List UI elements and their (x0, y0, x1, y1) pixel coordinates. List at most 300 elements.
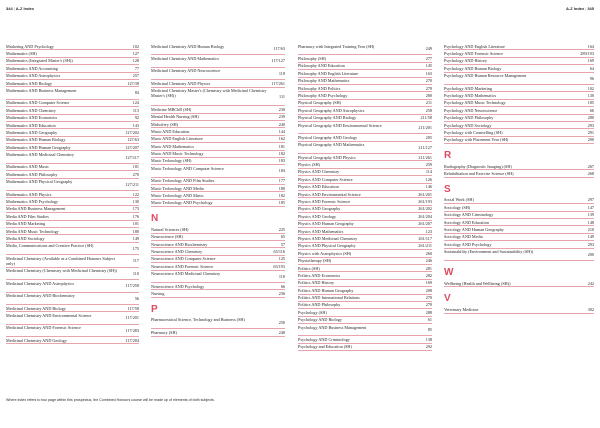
entry-page-number: 211/58 (420, 115, 432, 121)
entry-page-number: 96 (589, 75, 594, 81)
index-entry (6, 115, 139, 122)
header-right: A-Z Index|345 (566, 6, 594, 11)
index-entry (444, 170, 594, 177)
entry-title: Physical Geography AND Astrophysics (298, 107, 365, 113)
index-entry (444, 43, 594, 50)
entry-page-number: 242 (587, 280, 594, 286)
entry-page-number: 205 (425, 134, 432, 140)
entry-page-number: 279 (425, 302, 432, 308)
entry-title: Philosophy AND English Literature (298, 70, 359, 76)
entry-page-number: 281 (425, 265, 432, 271)
entry-page-number: 117/58 (127, 305, 139, 311)
entry-title: Music Technology AND Computer Science (151, 165, 224, 171)
entry-title: Mathematics (SH) (6, 50, 37, 56)
entry-title: Music Technology AND Music (151, 193, 204, 199)
entry-page-number: 184 (278, 168, 285, 174)
entry-title: Philosophy AND Mathematics (298, 78, 350, 84)
index-entry (151, 263, 285, 270)
entry-page-number: 185 (278, 200, 285, 206)
entry-page-number: 261/117 (418, 235, 432, 241)
entry-page-number: 240 (278, 121, 285, 127)
entry-title: Media AND Sociology (6, 235, 45, 241)
index-entry (6, 58, 139, 65)
entry-page-number: 65/193 (273, 263, 285, 269)
entry-title: Psychology AND Music Technology (444, 100, 506, 106)
entry-title: Philosophy AND Education (298, 63, 345, 69)
section-title-left: A-Z Index (15, 6, 34, 11)
entry-page-number: 114 (425, 169, 432, 175)
entry-title: Media AND Marketing (6, 221, 46, 227)
entry-page-number: 101 (132, 221, 139, 227)
index-entry (298, 63, 432, 70)
entry-page-number: 260 (425, 250, 432, 256)
index-entry (6, 65, 139, 72)
entry-title: Media, Communications and Creative Practice (SH) (6, 243, 94, 249)
entry-page-number: 239 (278, 114, 285, 120)
entry-title: Rehabilitation and Exercise Science (SH) (444, 171, 514, 177)
entry-page-number: 289/193 (580, 50, 594, 56)
entry-title: Politics AND Human Geography (298, 287, 354, 293)
index-entry (298, 258, 432, 265)
entry-page-number: 261/207 (418, 221, 432, 227)
index-entry (298, 250, 432, 257)
entry-page-number: 268 (587, 171, 594, 177)
entry-page-number: 146 (425, 184, 432, 190)
index-entry (6, 305, 139, 312)
entry-title: Sociology AND Criminology (444, 212, 494, 218)
entry-title: Pharmacy with Integrated Training Year (SH) (298, 43, 375, 49)
entry-page-number: 117/261 (271, 80, 285, 86)
index-entry (444, 129, 594, 136)
entry-page-number: 293 (587, 241, 594, 247)
entry-page-number: 117 (132, 258, 139, 264)
entry-page-number: 66 (589, 107, 594, 113)
index-entry (444, 163, 594, 170)
index-entry (151, 200, 285, 207)
entry-page-number: 291 (587, 129, 594, 135)
index-entry (151, 248, 285, 255)
index-entry (444, 122, 594, 129)
index-entry (151, 234, 285, 241)
entry-title: Medicine MBChB (SH) (151, 106, 192, 112)
entry-title: Wellbeing (Health and Wellbeing (SH)) (444, 280, 511, 286)
index-entry (298, 206, 432, 213)
entry-title: Physics AND Geology (298, 213, 337, 219)
entry-page-number: 127/202 (125, 129, 139, 135)
entry-page-number: 185 (587, 100, 594, 106)
entry-title: Mathematics (Integrated Master's (SH)) (6, 58, 73, 64)
index-entry (444, 85, 594, 92)
entry-page-number: 130 (587, 92, 594, 98)
index-entry (6, 171, 139, 178)
entry-title: Physical Geography AND Geology (298, 134, 358, 140)
entry-page-number: 163 (425, 70, 432, 76)
entry-page-number: 236 (278, 290, 285, 296)
entry-title: Physics AND Forensic Science (298, 199, 351, 205)
entry-page-number: 257 (132, 73, 139, 79)
entry-title: Neuroscience AND Psychology (151, 283, 205, 289)
entry-page-number: 249 (425, 46, 432, 52)
entry-title: Medicinal Chemistry AND Neuroscience (151, 68, 221, 74)
entry-title: Medicinal Chemistry Master's (Chemistry with Medicinal Chemistry Master's (SH)) (151, 88, 267, 99)
index-entry (6, 73, 139, 80)
index-entry (298, 107, 432, 114)
index-entry (6, 129, 139, 136)
entry-title: Mathematics AND Astrophysics (6, 73, 61, 79)
entry-page-number: 113 (132, 107, 139, 113)
entry-page-number: 139 (587, 212, 594, 218)
index-entry (298, 213, 432, 220)
entry-title: Politics AND History (298, 280, 335, 286)
index-entry (444, 107, 594, 114)
index-entry (444, 306, 594, 313)
index-entry (6, 137, 139, 144)
index-entry (6, 43, 139, 50)
entry-page-number: 181 (132, 164, 139, 170)
entry-title: Music AND English Literature (151, 136, 203, 142)
entry-page-number: 111 (279, 93, 285, 99)
index-entry (151, 158, 285, 165)
entry-title: Mathematics AND Physical Geography (6, 179, 73, 185)
index-entry (6, 191, 139, 198)
entry-title: Radiography (Diagnostic Imaging) (SH) (444, 163, 512, 169)
entry-page-number: 126 (425, 176, 432, 182)
entry-page-number: 297 (587, 197, 594, 203)
entry-title: Psychology AND Philosophy (444, 115, 494, 121)
index-entry (298, 198, 432, 205)
index-entry (444, 92, 594, 99)
entry-title: Physiotherapy (SH) (298, 258, 332, 264)
entry-page-number: 173 (132, 206, 139, 212)
index-entry (151, 106, 285, 113)
entry-page-number: 183 (278, 158, 285, 164)
entry-title: Physical Geography AND Mathematics (298, 142, 365, 148)
index-entry (444, 226, 594, 233)
entry-page-number: 290 (587, 137, 594, 143)
index-entry (6, 206, 139, 213)
section-letter: S (444, 183, 451, 195)
index-entry (444, 204, 594, 211)
entry-page-number: 261/204 (418, 213, 432, 219)
entry-page-number: 65/116 (273, 249, 285, 254)
section-letter: R (444, 150, 452, 162)
index-entry (298, 243, 432, 250)
entry-title: Psychology AND Mathematics (444, 92, 497, 98)
entry-title: Mental Health Nursing (SH) (151, 114, 199, 120)
entry-page-number: 110 (132, 270, 139, 276)
index-entry (298, 55, 432, 62)
entry-title: Psychology AND English Literature (444, 43, 505, 49)
section-letter: P (151, 303, 158, 315)
section-letter: V (444, 293, 451, 305)
entry-page-number: 127/117 (125, 154, 139, 160)
entry-title: Psychology and Education (SH) (298, 344, 352, 350)
entry-title: Physics AND Environmental Science (298, 191, 361, 197)
index-entry (6, 213, 139, 220)
index-entry (298, 336, 432, 343)
entry-page-number: 84 (134, 90, 139, 96)
entry-page-number: 118 (278, 273, 285, 279)
entry-page-number: 130 (132, 199, 139, 205)
entry-title: Music Technology (SH) (151, 158, 192, 164)
index-entry (151, 185, 285, 192)
entry-page-number: 211/127 (418, 144, 432, 150)
entry-page-number: 65 (280, 234, 285, 240)
entry-page-number: 277 (425, 55, 432, 61)
entry-title: Physics AND Computer Science (298, 176, 353, 182)
entry-page-number: 117/283 (125, 327, 139, 333)
entry-title: Psychology (SH) (298, 309, 327, 315)
entry-title: Neuroscience AND Computer Science (151, 256, 216, 262)
index-entry (151, 128, 285, 135)
entry-page-number: 85 (427, 327, 432, 333)
entry-page-number: 211/201 (418, 125, 432, 130)
entry-title: Music AND Education (151, 128, 190, 134)
entry-title: Physical Geography AND Environmental Science (298, 122, 382, 128)
entry-page-number: 127/207 (125, 144, 139, 150)
entry-title: Medicinal Chemistry AND Environmental Science (6, 312, 92, 318)
index-entry (151, 55, 285, 67)
entry-page-number: 288 (425, 309, 432, 315)
entry-page-number: 128 (132, 58, 139, 64)
index-entry (6, 122, 139, 129)
entry-page-number: 117/201 (125, 315, 139, 321)
entry-page-number: 149 (587, 234, 594, 240)
entry-page-number: 259 (425, 162, 432, 168)
index-entry (444, 241, 594, 248)
index-entry (151, 226, 285, 233)
index-entry (298, 70, 432, 77)
index-entry (151, 165, 285, 177)
entry-page-number: 138 (425, 337, 432, 343)
index-entry (298, 115, 432, 122)
index-entry (298, 169, 432, 176)
section-letter: N (151, 213, 159, 225)
index-entry (6, 198, 139, 205)
index-entry (151, 317, 285, 329)
index-entry (6, 228, 139, 235)
entry-title: Physics AND Medicinal Chemistry (298, 235, 358, 241)
entry-page-number: 270 (132, 171, 139, 177)
index-entry (298, 265, 432, 272)
entry-page-number: 182 (278, 151, 285, 157)
entry-title: Mathematics AND Education (6, 122, 56, 128)
entry-title: Medicinal Chemistry (Available as a Combined Honours Subject only) (6, 255, 115, 266)
entry-title: Music Technology AND Psychology (151, 200, 213, 206)
entry-title: Neuroscience AND Chemistry (151, 249, 203, 254)
entry-title: Physics AND Chemistry (298, 169, 340, 175)
entry-page-number: 293 (587, 122, 594, 128)
entry-title: Psychology AND Forensic Science (444, 50, 503, 56)
page-number-left: 344 (6, 6, 13, 11)
entry-page-number: 292 (425, 344, 432, 350)
index-entry (151, 43, 285, 55)
entry-title: Philosophy AND Politics (298, 85, 341, 91)
entry-page-number: 125 (278, 256, 285, 262)
entry-title: Physics AND Physical Geography (298, 243, 356, 249)
entry-page-number: 270 (425, 78, 432, 84)
index-entry (151, 143, 285, 150)
entry-title: Medicinal Chemistry AND Astrophysics (6, 280, 75, 286)
entry-page-number: 162 (278, 136, 285, 142)
index-entry (298, 272, 432, 279)
entry-title: Sociology AND Media (444, 234, 483, 240)
entry-page-number: 143 (132, 122, 139, 128)
index-entry (6, 164, 139, 171)
entry-title: Mathematics AND Geography (6, 129, 58, 135)
entry-page-number: 181 (278, 143, 285, 149)
entry-page-number: 250 (278, 319, 285, 325)
entry-page-number: 124 (132, 100, 139, 106)
index-entry (151, 151, 285, 158)
index-entry (6, 100, 139, 107)
entry-title: Mathematics AND Computer Science (6, 100, 70, 106)
entry-title: Medicinal Chemistry AND Physics (151, 80, 211, 86)
index-entry (298, 78, 432, 85)
index-entry (151, 114, 285, 121)
index-entry (298, 43, 432, 55)
entry-title: Social Work (SH) (444, 197, 474, 203)
entry-page-number: 127 (132, 50, 139, 56)
entry-title: Psychology with Counselling (SH) (444, 129, 503, 135)
index-entry (444, 100, 594, 107)
entry-page-number: 175 (132, 245, 139, 251)
index-entry (151, 256, 285, 263)
index-entry (6, 337, 139, 344)
index-entry (151, 121, 285, 128)
entry-title: Sustainability (Environment and Sustainability (SH)) (444, 249, 534, 255)
index-entry (6, 235, 139, 242)
entry-title: Mathematics AND Business Management (6, 87, 77, 93)
section-title-right: A-Z Index (566, 6, 585, 11)
entry-page-number: 270 (425, 295, 432, 301)
entry-title: Medicinal Chemistry AND Human Biology (151, 43, 225, 49)
entry-page-number: 302 (587, 306, 594, 312)
entry-page-number: 176 (132, 213, 139, 219)
entry-title: Sociology AND Education (444, 219, 489, 225)
entry-page-number: 261/202 (418, 206, 432, 212)
entry-title: Pharmacy (SH) (151, 329, 177, 335)
entry-title: Politics AND International Relations (298, 295, 360, 301)
entry-title: Psychology with Placement Year (SH) (444, 137, 509, 143)
index-entry (444, 58, 594, 65)
entry-page-number: 57 (280, 241, 285, 247)
entry-title: Politics AND Economics (298, 272, 341, 278)
entry-title: Mathematics AND Physics (6, 191, 52, 197)
index-entry (6, 243, 139, 255)
entry-title: Medicinal Chemistry (Chemistry with Medicinal Chemistry (SH)) (6, 268, 117, 274)
entry-page-number: 279 (425, 85, 432, 91)
entry-title: Medicinal Chemistry AND Forensic Science (6, 325, 81, 331)
entry-title: Physics (SH) (298, 162, 320, 168)
index-entry (6, 80, 139, 87)
entry-title: Veterinary Medicine (444, 306, 479, 312)
index-entry (6, 151, 139, 163)
entry-title: Psychology AND Criminology (298, 337, 350, 343)
index-entry (298, 287, 432, 294)
entry-title: Mathematics AND Accounting (6, 65, 58, 71)
entry-title: Marketing AND Psychology (6, 43, 54, 49)
entry-page-number: 145 (425, 63, 432, 69)
entry-title: Mathematics AND Psychology (6, 199, 59, 205)
index-entry (151, 178, 285, 185)
entry-title: Mathematics AND Human Geography (6, 144, 71, 150)
entry-title: Physical Geography AND Physics (298, 154, 356, 160)
index-entry (151, 68, 285, 80)
entry-page-number: 64 (589, 65, 594, 71)
entry-page-number: 261/201 (418, 191, 432, 197)
entry-title: Psychology AND Human Resource Management (444, 73, 527, 79)
entry-page-number: 200 (587, 251, 594, 257)
entry-page-number: 230 (278, 106, 285, 112)
entry-title: Physics AND Geography (298, 206, 341, 212)
entry-title: Psychology AND Neuroscience (444, 107, 498, 113)
index-entry (151, 241, 285, 248)
entry-page-number: 122 (132, 191, 139, 197)
section-letter: W (444, 266, 454, 278)
entry-title: Physical Geography AND Biology (298, 115, 357, 121)
entry-title: Mathematics AND Economics (6, 115, 58, 121)
index-entry (298, 161, 432, 168)
entry-title: Natural Sciences (SH) (151, 226, 189, 232)
index-entry (6, 293, 139, 305)
index-entry (6, 144, 139, 151)
entry-page-number: 117/258 (125, 283, 139, 289)
index-entry (151, 192, 285, 199)
entry-title: Sociology AND Psychology (444, 241, 492, 247)
index-entry (6, 312, 139, 324)
entry-title: Physics AND Education (298, 184, 339, 190)
entry-title: Media AND Business Management (6, 206, 66, 212)
entry-title: Neuroscience AND Forensic Science (151, 263, 214, 269)
entry-title: Physics AND Mathematics (298, 228, 344, 234)
entry-title: Pharmaceutical Science, Technology and Business (SH) (151, 317, 245, 323)
index-entry (298, 221, 432, 228)
entry-title: Music Technology AND Film Studies (151, 178, 215, 184)
index-entry (298, 100, 432, 107)
entry-page-number: 164 (587, 43, 594, 49)
entry-title: Mathematics AND Music (6, 164, 50, 170)
entry-page-number: 211/261 (418, 154, 432, 160)
index-entry (6, 268, 139, 280)
entry-page-number: 246 (425, 258, 432, 264)
index-entry (298, 344, 432, 351)
entry-page-number: 182 (278, 193, 285, 199)
entry-page-number: 261/193 (418, 199, 432, 205)
index-entry (444, 197, 594, 204)
index-entry (298, 154, 432, 161)
index-entry (298, 317, 432, 324)
entry-title: Medicinal Chemistry AND Mathematics (151, 55, 220, 61)
entry-title: Mathematics AND Medicinal Chemistry (6, 152, 75, 158)
entry-title: Music Technology AND Media (151, 185, 204, 191)
index-entry (151, 136, 285, 143)
page-number-right: 345 (587, 6, 594, 11)
entry-page-number: 177 (278, 178, 285, 184)
entry-title: Neuroscience AND Biochemistry (151, 241, 208, 247)
entry-title: Mathematics AND Human Biology (6, 137, 66, 143)
entry-title: Psychology AND Biology (298, 317, 342, 323)
entry-title: Sociology (SH) (444, 204, 471, 210)
index-entry (6, 107, 139, 114)
index-entry (444, 115, 594, 122)
entry-page-number: 169 (425, 280, 432, 286)
entry-page-number: 61 (427, 317, 432, 323)
entry-page-number: 147 (587, 204, 594, 210)
index-column-1 (6, 43, 139, 344)
index-entry (298, 295, 432, 302)
index-entry (6, 50, 139, 57)
